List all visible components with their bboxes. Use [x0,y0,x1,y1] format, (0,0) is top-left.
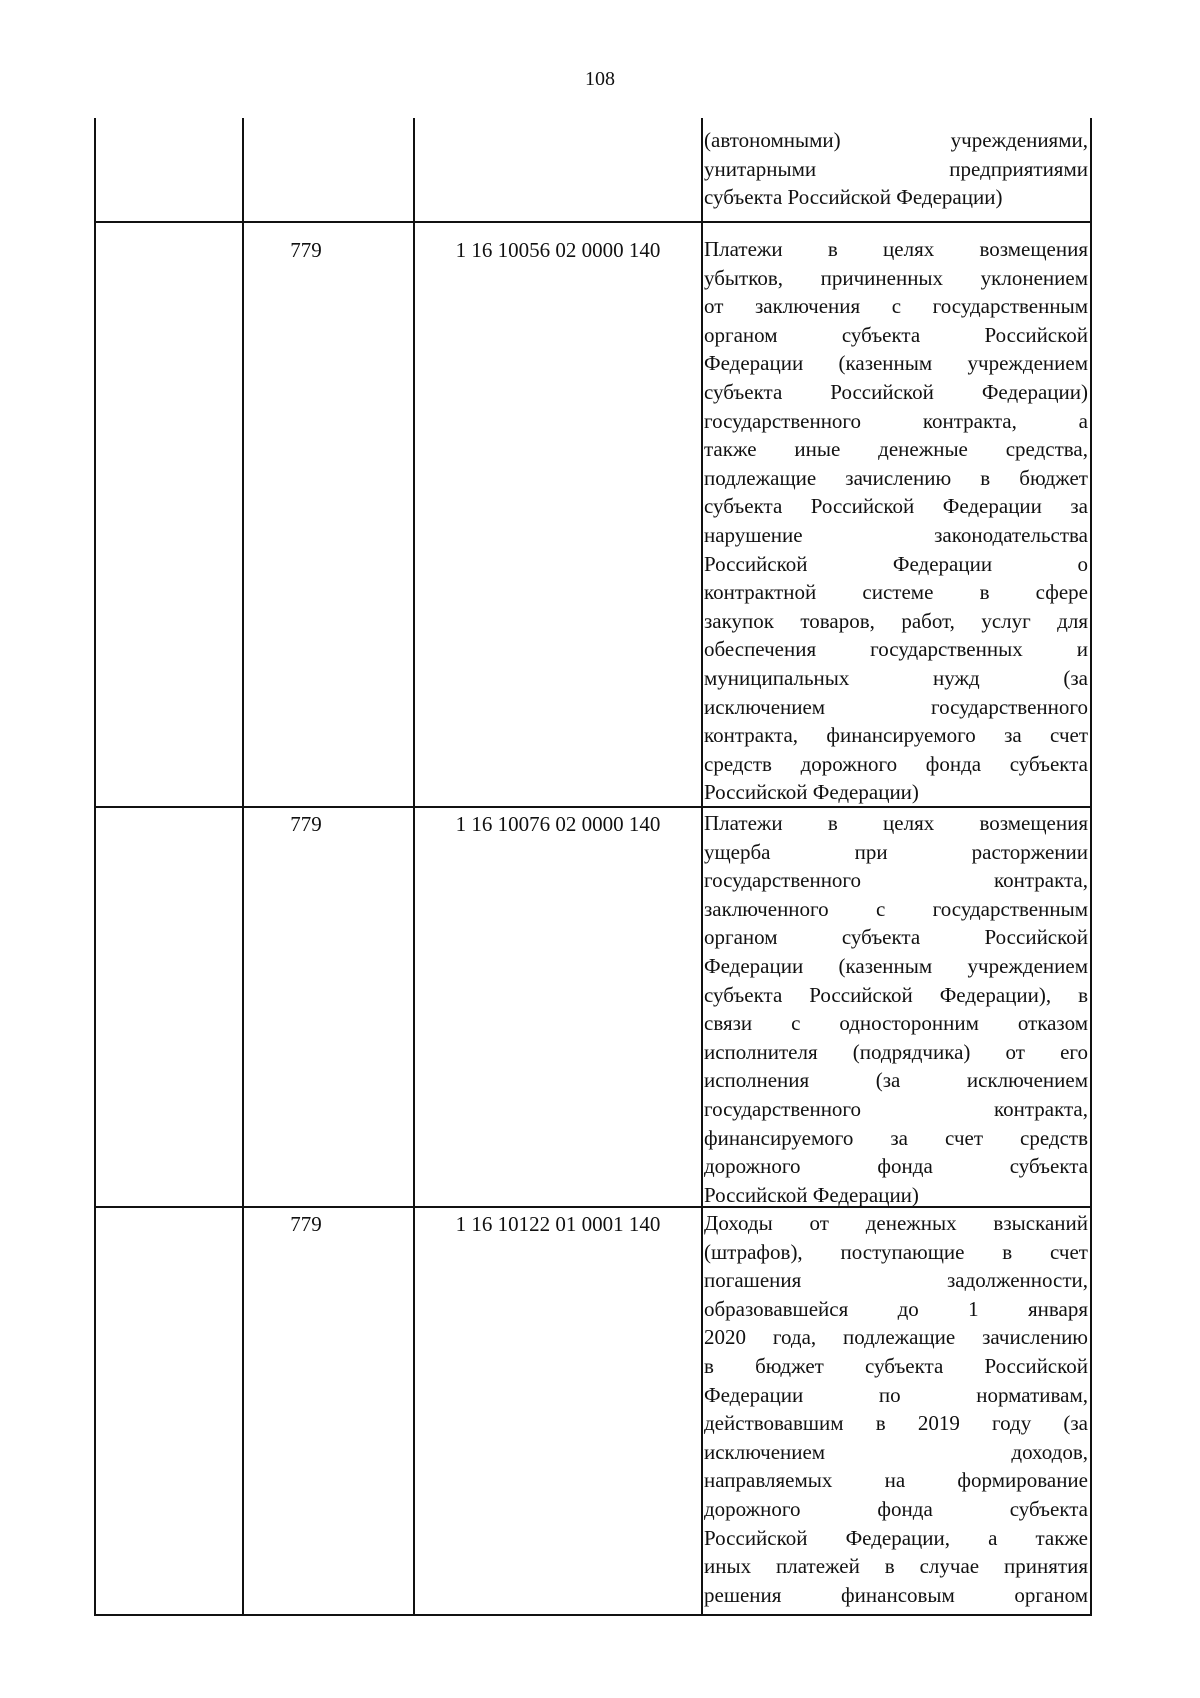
description-line: также иные денежные средства, [704,437,1088,462]
description-line: государственного контракта, а [704,408,1088,433]
description-line: Федерации по нормативам, [704,1382,1088,1407]
description-line: контрактной системе в сфере [704,580,1088,605]
description-line: субъекта Российской Федерации) [704,185,1003,210]
description-line: ущерба при расторжении [704,839,1088,864]
table-border-right [1090,118,1092,1616]
description-line: заключенного с государственным [704,896,1088,921]
description-line: (автономными) учреждениями, [704,128,1088,152]
description-line: Федерации (казенным учреждением [704,351,1088,376]
description-line: 2020 года, подлежащие зачислению [704,1325,1088,1350]
description-line: в бюджет субъекта Российской [704,1353,1088,1378]
description-line: органом субъекта Российской [704,925,1088,950]
description-line: исключением государственного [704,694,1088,719]
description-line: образовавшейся до 1 января [704,1296,1088,1321]
description-line: закупок товаров, работ, услуг для [704,608,1088,633]
description-line: (штрафов), поступающие в счет [704,1239,1088,1264]
description-line: связи с односторонним отказом [704,1011,1088,1036]
kbk-code: 1 16 10122 01 0001 140 [455,1212,661,1236]
column-divider-3 [701,118,703,1616]
description-line: Федерации (казенным учреждением [704,953,1088,978]
kbk-code: 1 16 10056 02 0000 140 [455,238,661,262]
description-line: нарушение законодательства [704,522,1088,547]
description-line: субъекта Российской Федерации), в [704,982,1088,1007]
row-description [704,809,1088,1209]
description-line: решения финансовым органом [704,1582,1088,1607]
description-line: подлежащие зачислению в бюджет [704,465,1088,490]
description-line: средств дорожного фонда субъекта [704,751,1088,776]
description-line: погашения задолженности, [704,1268,1088,1293]
description-line: от заключения с государственным [704,294,1088,319]
description-line: исключением доходов, [704,1439,1088,1464]
description-line: Российской Федерации о [704,551,1088,576]
description-line: Платежи в целях возмещения [704,237,1088,261]
description-line: Российской Федерации) [704,780,919,805]
description-line: контракта, финансируемого за счет [704,723,1088,748]
row-divider-1 [94,221,1092,223]
description-line: исполнителя (подрядчика) от его [704,1039,1088,1064]
description-line: органом субъекта Российской [704,322,1088,347]
column-divider-2 [413,118,415,1616]
description-line: обеспечения государственных и [704,637,1088,662]
description-line: дорожного фонда субъекта [704,1496,1088,1521]
budget-code-table [94,118,1092,1616]
description-line: финансируемого за счет средств [704,1125,1088,1150]
description-line: Российской Федерации, а также [704,1525,1088,1550]
description-line: унитарными предприятиями [704,156,1088,181]
table-border-left [94,118,96,1616]
description-line: дорожного фонда субъекта [704,1154,1088,1179]
description-line: субъекта Российской Федерации) [704,379,1088,404]
description-line: направляемых на формирование [704,1468,1088,1493]
admin-code: 779 [290,812,322,836]
description-line: действовавшим в 2019 году (за [704,1411,1088,1436]
admin-code: 779 [290,238,322,262]
description-line: Российской Федерации) [704,1182,919,1207]
kbk-code: 1 16 10076 02 0000 140 [455,812,661,836]
row-description [704,235,1088,807]
description-line: субъекта Российской Федерации за [704,494,1088,519]
admin-code: 779 [290,1212,322,1236]
description-line: муниципальных нужд (за [704,665,1088,690]
description-line: иных платежей в случае принятия [704,1554,1088,1579]
row-description [704,1209,1088,1609]
column-divider-1 [242,118,244,1616]
description-line: Платежи в целях возмещения [704,811,1088,835]
page-number: 108 [585,68,615,90]
continued-description [704,126,1088,212]
table-border-bottom [94,1614,1092,1616]
description-line: исполнения (за исключением [704,1068,1088,1093]
description-line: убытков, причиненных уклонением [704,265,1088,290]
description-line: Доходы от денежных взысканий [704,1211,1088,1235]
description-line: государственного контракта, [704,868,1088,893]
description-line: государственного контракта, [704,1096,1088,1121]
